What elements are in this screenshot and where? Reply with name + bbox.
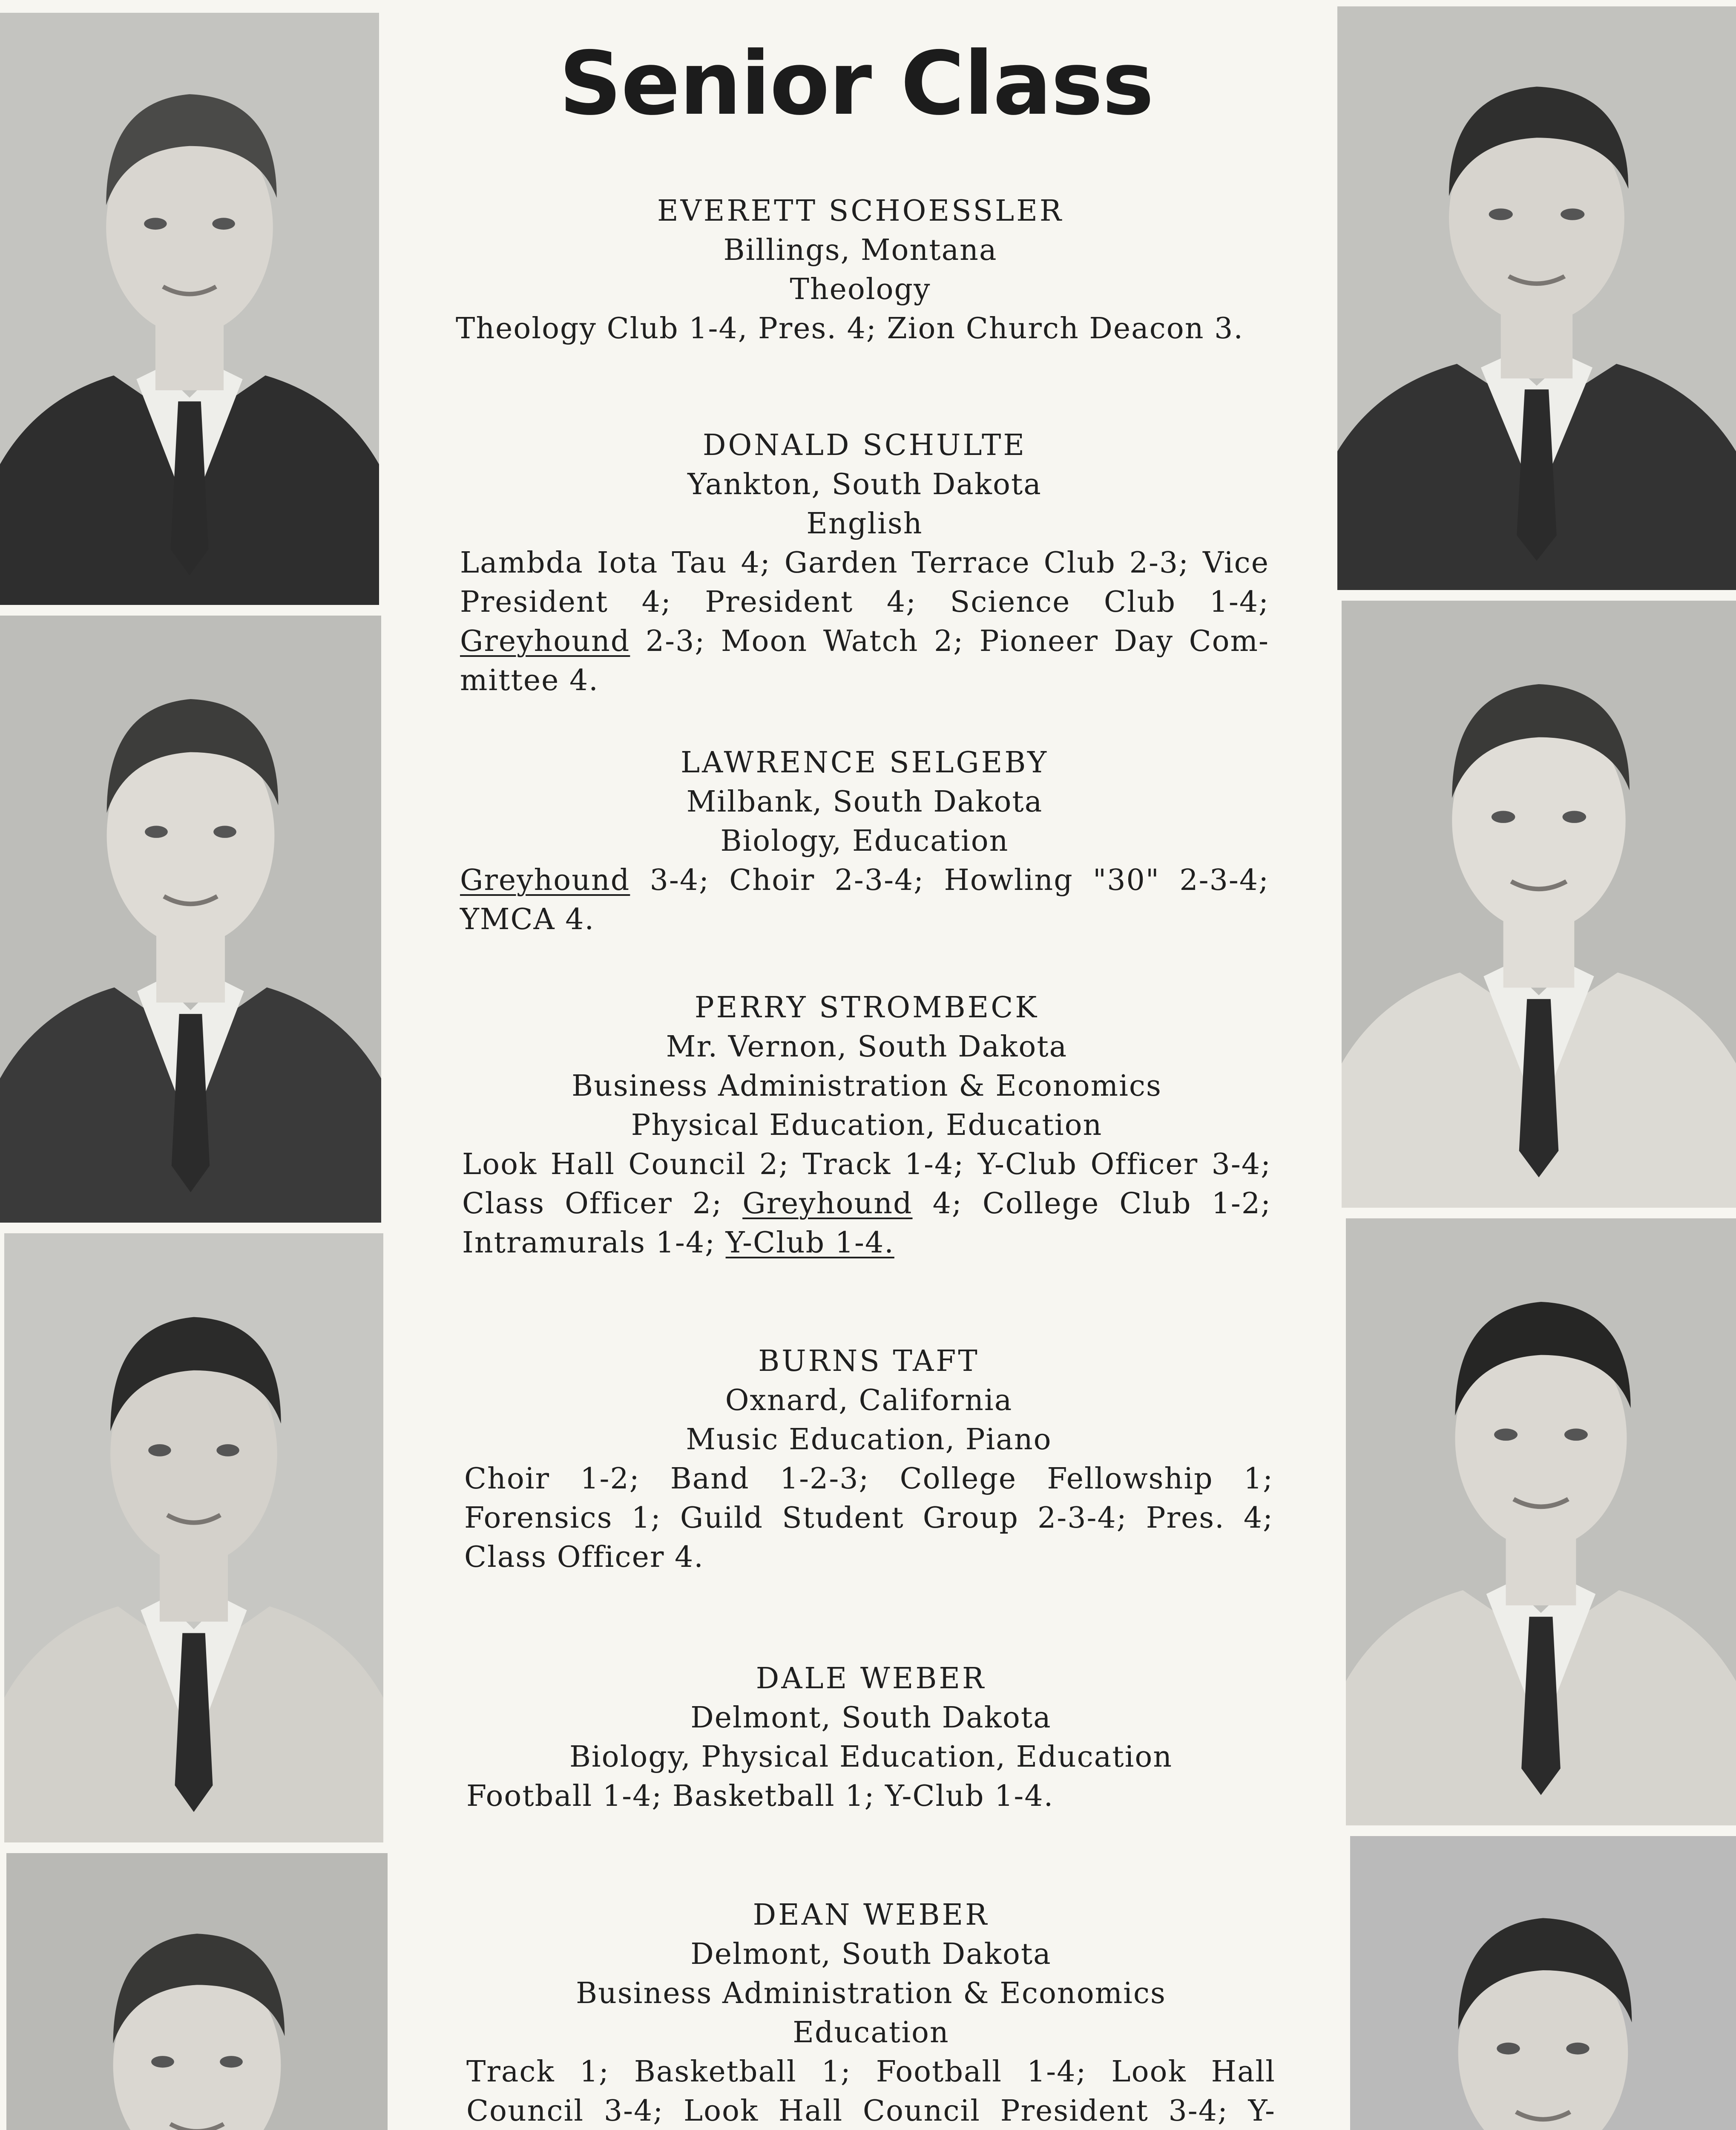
student-activities: Lambda Iota Tau 4; Garden Terrace Club 2-3; Vice President 4; President 4; Science Club 1-4; Greyhound 2-3; Moon Watch 2; Pioneer Day Com-mittee 4. — [460, 546, 1269, 697]
senior-entry — [462, 988, 1271, 1263]
student-name: BURNS TAFT — [758, 1344, 980, 1378]
student-major: Music Education, Piano — [686, 1423, 1052, 1456]
student-major: Physical Education, Education — [631, 1108, 1103, 1142]
student-name: EVERETT SCHOESSLER — [657, 194, 1064, 228]
student-name: PERRY STROMBECK — [694, 991, 1039, 1025]
student-activities: Track 1; Basketball 1; Football 1-4; Look Hall Council 3-4; Look Hall Council President 3-4; Y- — [466, 2055, 1276, 2128]
student-major: English — [806, 507, 923, 541]
student-name: DALE WEBER — [756, 1662, 986, 1695]
student-hometown: Billings, Montana — [723, 233, 997, 267]
student-name: DONALD SCHULTE — [703, 429, 1026, 462]
senior-entry — [466, 1896, 1276, 2130]
student-activities: Theology Club 1-4, Pres. 4; Zion Church Deacon 3. — [456, 312, 1244, 345]
student-hometown: Delmont, South Dakota — [690, 1701, 1052, 1735]
senior-entry — [456, 192, 1265, 348]
student-name: LAWRENCE SELGEBY — [680, 746, 1049, 780]
senior-entry — [460, 426, 1269, 700]
student-hometown: Mr. Vernon, South Dakota — [666, 1030, 1068, 1064]
student-major: Biology, Education — [720, 824, 1009, 858]
student-major: Theology — [790, 273, 931, 306]
senior-entry — [464, 1342, 1273, 1577]
student-activities: Greyhound 3-4; Choir 2-3-4; Howling "30" 2-3-4; YMCA 4. — [460, 864, 1269, 936]
senior-entry — [460, 743, 1269, 939]
student-activities: Football 1-4; Basketball 1; Y-Club 1-4. — [466, 1779, 1054, 1813]
student-major: Education — [793, 2016, 949, 2049]
senior-entry — [466, 1659, 1276, 1816]
student-major: Business Administration & Economics — [576, 1977, 1166, 2010]
page-title: Senior Class — [559, 33, 1153, 135]
student-hometown: Yankton, South Dakota — [687, 468, 1042, 501]
student-activities: Look Hall Council 2; Track 1-4; Y-Club Officer 3-4; Class Officer 2; Greyhound 4; College Club 1-2; Intramurals 1-4; Y-Club 1-4. — [462, 1148, 1271, 1260]
student-major: Biology, Physical Education, Education — [569, 1740, 1173, 1774]
student-major: Business Administration & Economics — [572, 1069, 1162, 1103]
student-activities: Choir 1-2; Band 1-2-3; College Fellowship 1; Forensics 1; Guild Student Group 2-3-4; Pres. 4; Class Officer 4. — [464, 1462, 1273, 1574]
student-hometown: Milbank, South Dakota — [686, 785, 1043, 819]
student-hometown: Oxnard, California — [725, 1384, 1013, 1417]
student-name: DEAN WEBER — [753, 1898, 989, 1932]
student-hometown: Delmont, South Dakota — [690, 1937, 1052, 1971]
